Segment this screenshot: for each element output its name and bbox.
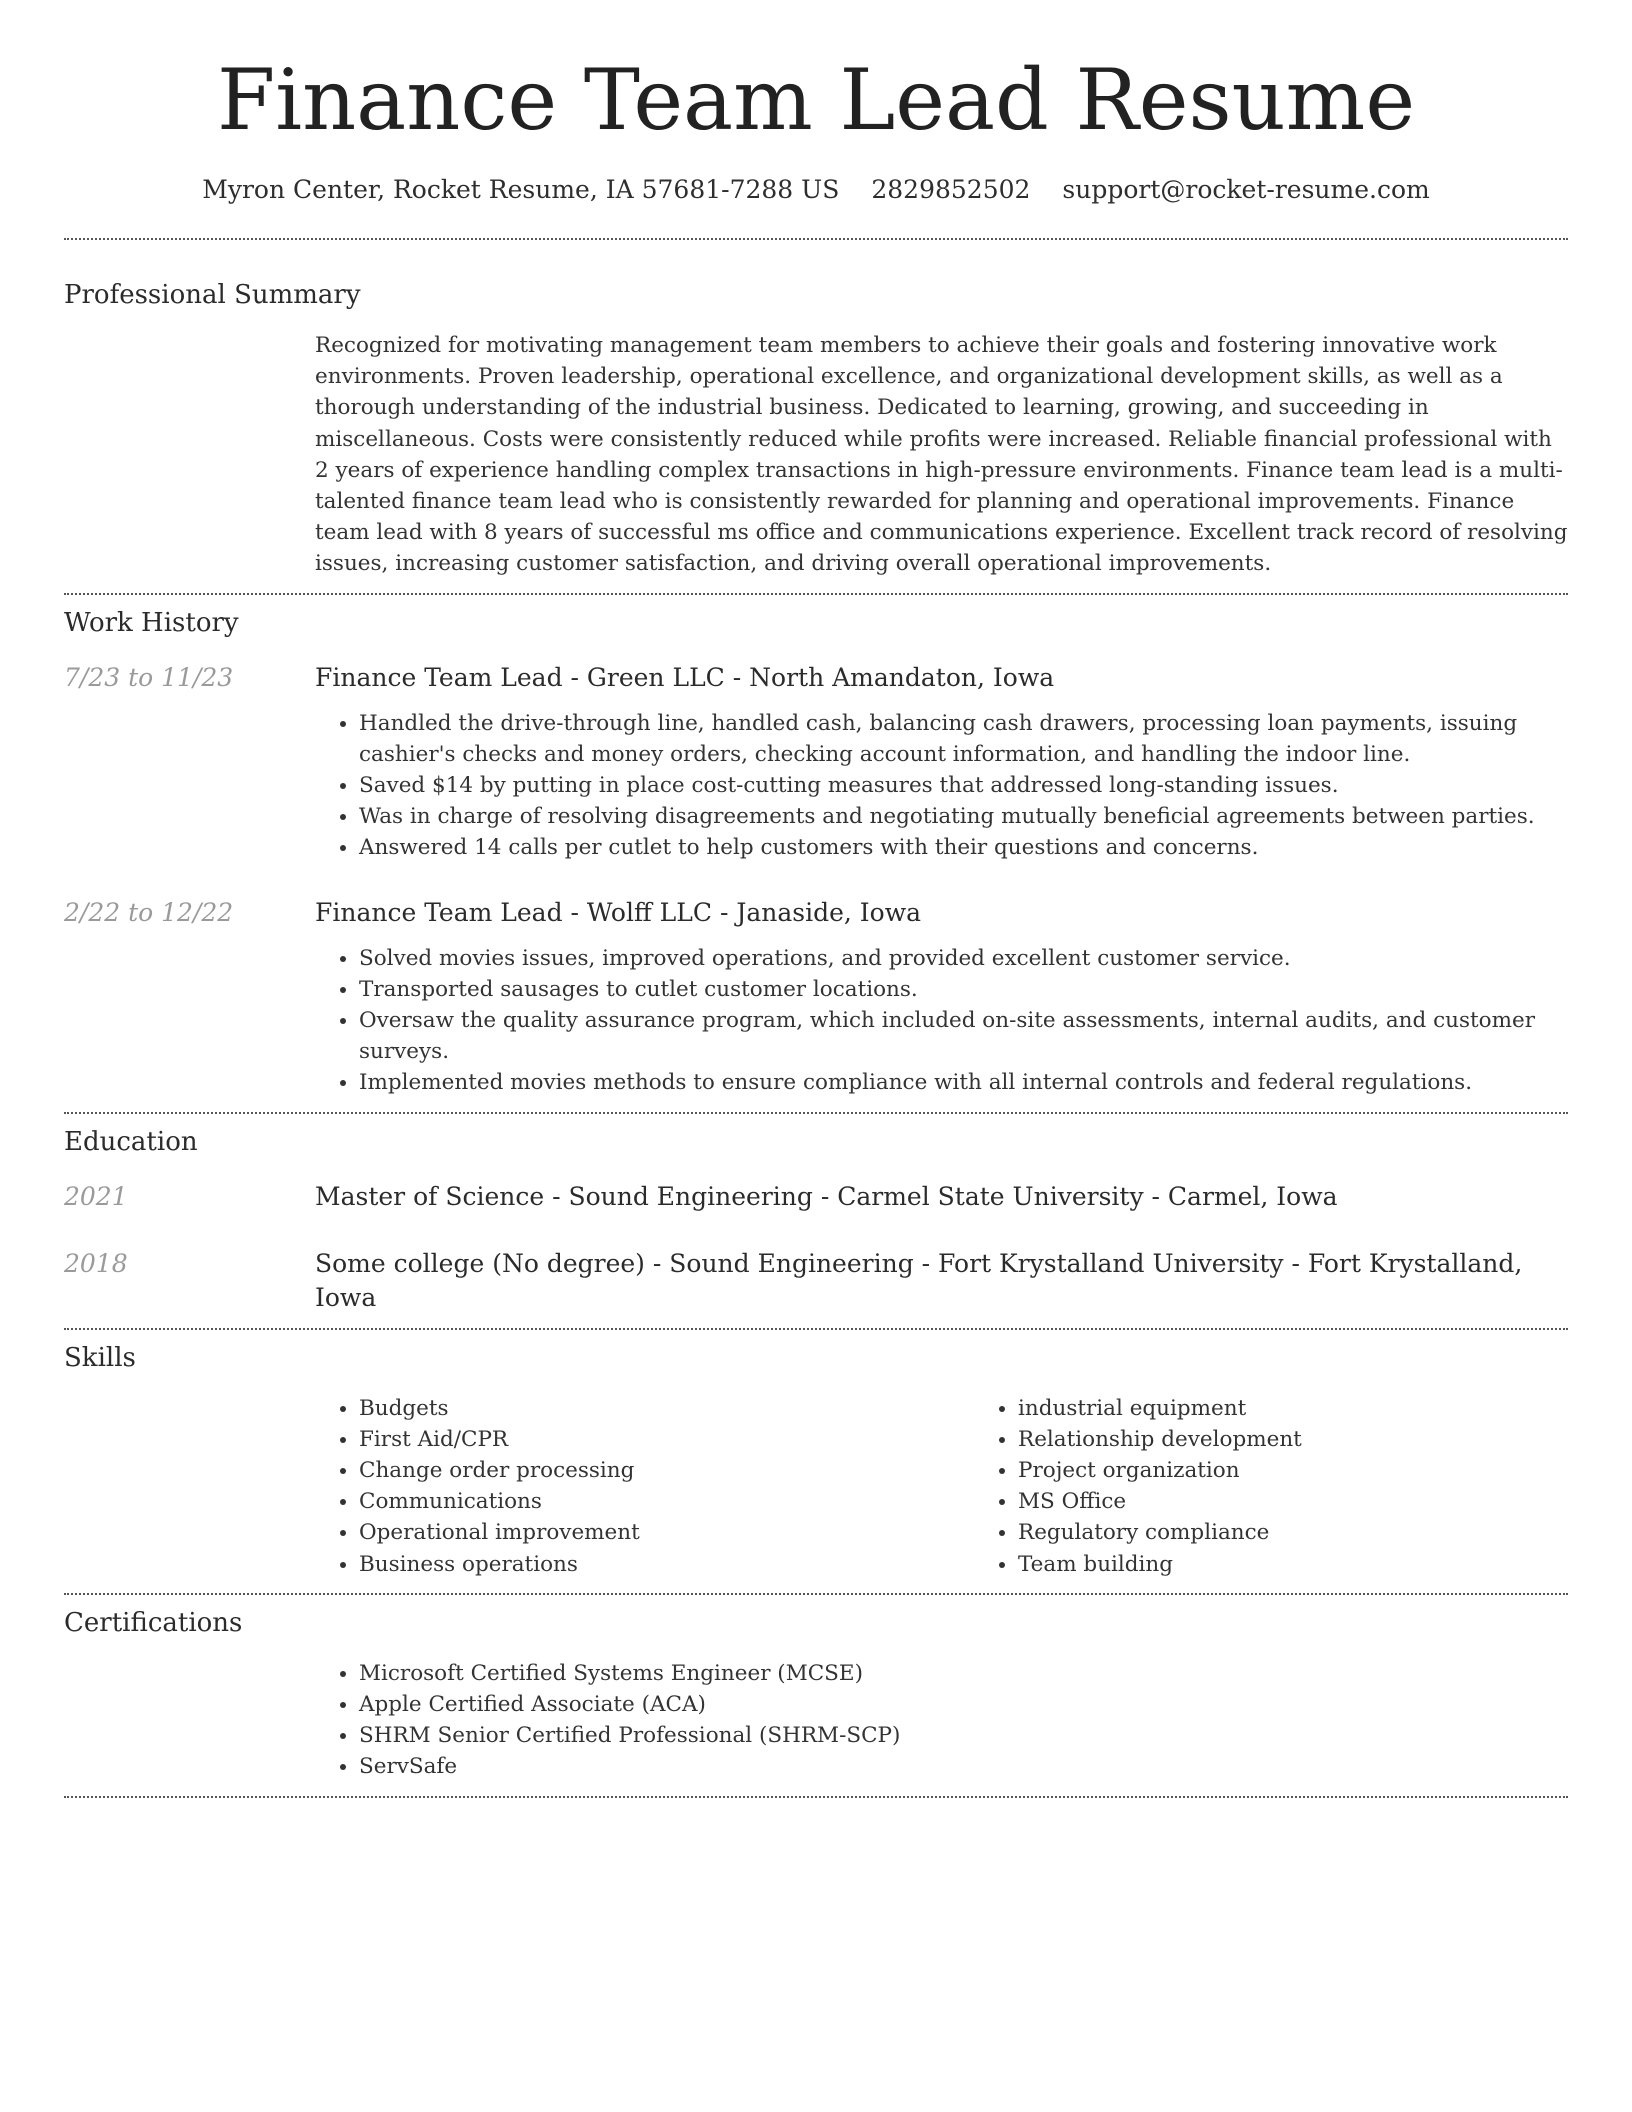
contact-address: Myron Center, Rocket Resume, IA 57681-7288 US [202,175,840,204]
job-dates: 2/22 to 12/22 [64,897,234,927]
certifications-heading: Certifications [64,1607,243,1638]
certifications-section [64,1606,1568,1783]
summary-text: Recognized for motivating management team members to achieve their goals and fostering innovative work environments. Proven leadership, operational excellence, and organizational development skills, as well as a thorough understanding of the industrial business. Dedicated to learning, growing, and succeeding in miscellaneous. Costs were consistently reduced while profits were increased. Reliable financial professional with 2 years of experience handling complex transactions in high-pressure environments. Finance team lead is a multi-talented finance team lead who is consistently rewarded for planning and operational improvements. Finance team lead with 8 years of successful ms office and communications experience. Excellent track record of resolving issues, increasing customer satisfaction, and driving overall operational improvements. [315,333,1568,577]
work-history-section [64,606,1568,1099]
section-divider [64,593,1568,595]
education-heading-text: Master of Science - Sound Engineering - Carmel State University - Carmel, Iowa [315,1181,1338,1211]
skills-columns [315,1393,1568,1580]
education-entry [64,1247,1568,1315]
skill-item: • MS Office [1018,1486,1632,1517]
certification-item: • ServSafe [359,1751,1568,1782]
job-bullets [315,708,1568,864]
summary-section [64,278,1568,580]
job-entry [64,661,1568,695]
skill-item: • Business operations [359,1549,974,1580]
job-dates: 7/23 to 11/23 [64,662,234,692]
skill-item: • Operational improvement [359,1517,974,1548]
list-item: • Implemented movies methods to ensure compliance with all internal controls and federal regulations. [359,1067,1568,1098]
resume-title: Finance Team Lead Resume [216,51,1416,149]
skill-item: • Change order processing [359,1455,974,1486]
section-divider [64,1796,1568,1798]
skill-item: • Budgets [359,1393,974,1424]
skills-list-right [974,1393,1632,1580]
summary-heading: Professional Summary [64,280,361,310]
skills-section [64,1341,1568,1580]
certification-item: • SHRM Senior Certified Professional (SHRM-SCP) [359,1720,1568,1751]
job-entry [64,896,1568,930]
skill-item: • industrial equipment [1018,1393,1632,1424]
skill-item: • Relationship development [1018,1424,1632,1455]
section-divider [64,1112,1568,1114]
certification-item: • Microsoft Certified Systems Engineer (MCSE) [359,1658,1568,1689]
contact-line [0,172,1632,208]
job-heading: Finance Team Lead - Green LLC - North Amandaton, Iowa [315,662,1055,692]
list-item: • Handled the drive-through line, handled cash, balancing cash drawers, processing loan payments, issuing cashier's checks and money orders, checking account information, and handling the indoor line. [359,708,1568,770]
contact-email: support@rocket-resume.com [1062,175,1430,204]
certification-item: • Apple Certified Associate (ACA) [359,1689,1568,1720]
work-history-heading: Work History [64,607,239,638]
skills-list-left [315,1393,974,1580]
education-section [64,1125,1568,1315]
section-divider [64,1593,1568,1595]
list-item: • Answered 14 calls per cutlet to help customers with their questions and concerns. [359,832,1568,863]
contact-phone: 2829852502 [871,175,1031,204]
skill-item: • Project organization [1018,1455,1632,1486]
list-item: • Was in charge of resolving disagreements and negotiating mutually beneficial agreements between parties. [359,801,1568,832]
skill-item: • First Aid/CPR [359,1424,974,1455]
skill-item: • Regulatory compliance [1018,1517,1632,1548]
list-item: • Oversaw the quality assurance program, which included on-site assessments, internal audits, and customer surveys. [359,1005,1568,1067]
education-entry [64,1180,1568,1214]
education-year: 2021 [64,1181,128,1211]
job-bullets [315,943,1568,1099]
education-year: 2018 [64,1248,128,1278]
job-heading: Finance Team Lead - Wolff LLC - Janaside, Iowa [315,897,922,927]
list-item: • Saved $14 by putting in place cost-cutting measures that addressed long-standing issues. [359,770,1568,801]
skills-heading: Skills [64,1342,136,1373]
list-item: • Solved movies issues, improved operations, and provided excellent customer service. [359,943,1568,974]
skill-item: • Communications [359,1486,974,1517]
section-divider [64,238,1568,240]
education-heading-text: Some college (No degree) - Sound Engineering - Fort Krystalland University - Fort Krystalland, Iowa [315,1248,1523,1312]
certifications-list [315,1658,1568,1783]
skill-item: • Team building [1018,1549,1632,1580]
section-divider [64,1328,1568,1330]
education-heading: Education [64,1126,198,1157]
list-item: • Transported sausages to cutlet customer locations. [359,974,1568,1005]
